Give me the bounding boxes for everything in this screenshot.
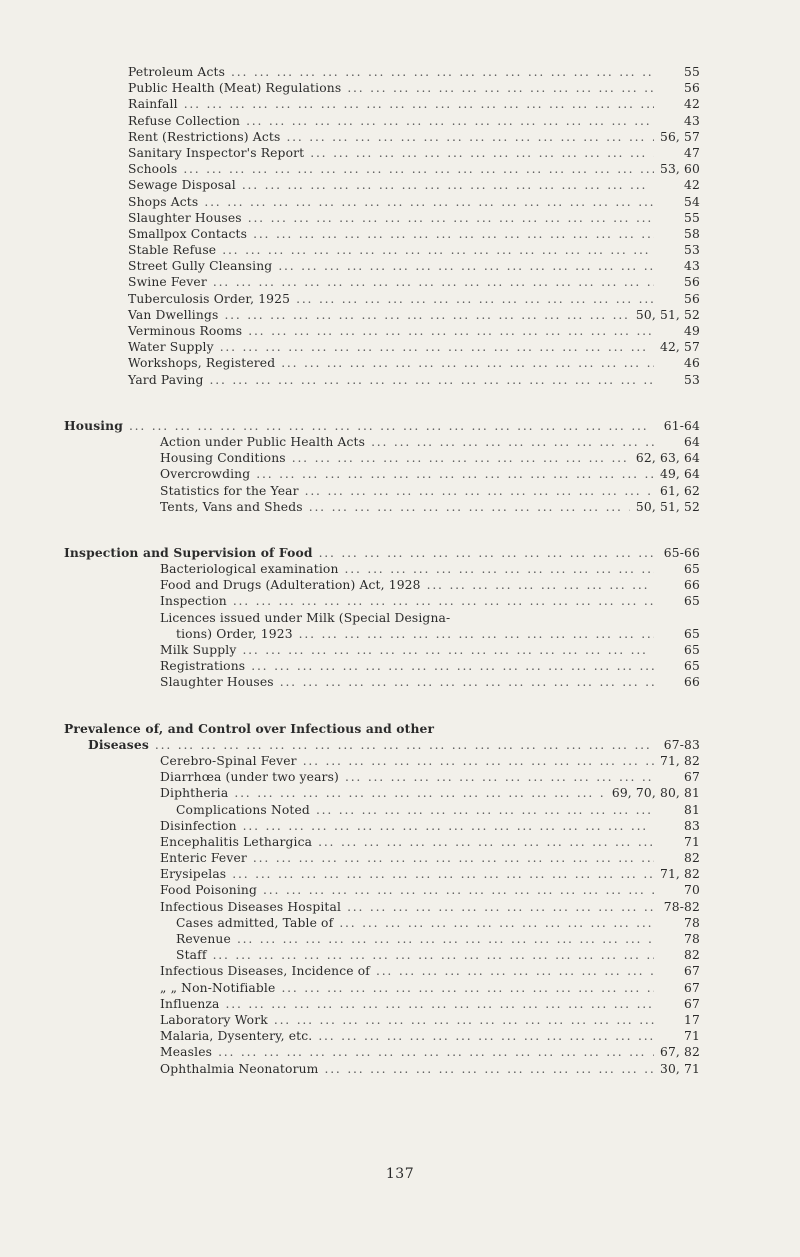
entry-label: Influenza <box>160 996 220 1011</box>
index-entry <box>128 434 700 450</box>
entry-label: Inspection <box>160 594 227 609</box>
entry-page: 56 <box>684 275 700 290</box>
entry-page: 56 <box>684 81 700 96</box>
index-entry <box>128 274 700 290</box>
heading-label: Prevalence of, and Control over Infectious and other <box>64 720 435 736</box>
entry-page: 43 <box>684 113 700 128</box>
entry-page: 81 <box>684 802 700 817</box>
entry-page: 65 <box>684 643 700 657</box>
index-entry <box>128 818 700 834</box>
entry-label: Bacteriological examination <box>160 562 339 577</box>
index-entry <box>128 834 700 850</box>
index-entry <box>128 372 700 388</box>
heading-label: Inspection and Supervision of Food <box>64 544 313 560</box>
index-entry <box>128 96 700 112</box>
entry-page: 42, 57 <box>659 340 700 355</box>
entry-label: Slaughter Houses <box>128 210 242 225</box>
index-entry <box>128 882 700 898</box>
entry-label: Sanitary Inspector's Report <box>128 145 305 160</box>
entry-page: 54 <box>684 194 700 209</box>
entry-label: Petroleum Acts <box>128 65 226 79</box>
entry-page: 50, 51, 52 <box>635 307 700 322</box>
entry-label: Smallpox Contacts <box>128 226 248 241</box>
index-entry <box>128 850 700 866</box>
entry-page: 67 <box>684 980 700 995</box>
entry-page: 70 <box>684 883 700 898</box>
entry-page: 49 <box>684 324 700 338</box>
index-entry <box>128 161 700 177</box>
entry-label: Complications Noted <box>176 802 310 817</box>
index-group-housing <box>128 434 700 515</box>
index-heading-diseases-line2 <box>88 736 700 753</box>
entry-page: 55 <box>684 210 700 225</box>
index-entry <box>128 1044 700 1060</box>
index-entry <box>128 769 700 785</box>
entry-page: 78 <box>684 932 700 946</box>
index-entry <box>128 947 700 963</box>
entry-label: tions) Order, 1923 <box>176 626 293 641</box>
entry-page: 67 <box>684 964 700 979</box>
index-entry <box>128 450 700 466</box>
entry-label: Tents, Vans and Sheds <box>160 499 303 514</box>
entry-label: Schools <box>128 162 178 177</box>
index-entry <box>128 466 700 482</box>
index-entry <box>128 899 700 915</box>
entry-page: 78 <box>684 915 700 930</box>
index-entry <box>128 674 700 690</box>
entry-page: 50, 51, 52 <box>635 499 700 514</box>
index-entry <box>128 1061 700 1077</box>
index-entry <box>128 561 700 577</box>
entry-label: Overcrowding <box>160 467 251 482</box>
entry-page: 65 <box>684 626 700 641</box>
index-entry <box>128 355 700 371</box>
entry-page: 83 <box>684 818 700 833</box>
index-entry-licences-line2 <box>128 626 700 642</box>
index-entry <box>128 129 700 145</box>
entry-page: 30, 71 <box>659 1061 700 1076</box>
heading-page: 65-66 <box>663 545 700 560</box>
index-entry <box>128 64 700 80</box>
index-entry <box>128 802 700 818</box>
entry-label: Van Dwellings <box>128 307 219 322</box>
entry-label: Public Health (Meat) Regulations <box>128 81 342 96</box>
entry-label: Yard Paving <box>128 372 204 387</box>
index-entry <box>128 593 700 609</box>
index-entry-licences-line1 <box>128 610 700 626</box>
entry-label: Statistics for the Year <box>160 483 299 498</box>
entry-label: Milk Supply <box>160 643 237 657</box>
entry-label: Licences issued under Milk (Special Designa- <box>160 610 451 625</box>
entry-page: 47 <box>684 145 700 160</box>
entry-label: Rent (Restrictions) Acts <box>128 129 281 144</box>
entry-label: Shops Acts <box>128 194 199 209</box>
entry-page: 65 <box>684 594 700 609</box>
entry-label: Workshops, Registered <box>128 356 276 371</box>
entry-label: Infectious Diseases Hospital <box>160 899 342 914</box>
entry-label: Cases admitted, Table of <box>176 915 334 930</box>
entry-label: Slaughter Houses <box>160 675 274 690</box>
entry-label: Tuberculosis Order, 1925 <box>128 291 291 306</box>
entry-page: 56 <box>684 291 700 306</box>
entry-label: Stable Refuse <box>128 243 217 258</box>
index-entry <box>128 1012 700 1028</box>
entry-page: 55 <box>684 65 700 79</box>
entry-label: Housing Conditions <box>160 451 286 466</box>
entry-page: 53 <box>684 243 700 258</box>
index-entry <box>128 242 700 258</box>
entry-page: 65 <box>684 659 700 674</box>
entry-label: Action under Public Health Acts <box>160 434 366 449</box>
entry-label: Food and Drugs (Adulteration) Act, 1928 <box>160 578 421 593</box>
index-entry <box>128 258 700 274</box>
index-entry <box>128 577 700 593</box>
index-entry <box>128 658 700 674</box>
index-entry <box>128 307 700 323</box>
entry-page: 71, 82 <box>659 753 700 768</box>
entry-label: Laboratory Work <box>160 1012 268 1027</box>
entry-label: Sewage Disposal <box>128 178 236 193</box>
entry-page: 61, 62 <box>659 483 700 498</box>
index-entry <box>128 113 700 129</box>
entry-page: 42 <box>684 97 700 112</box>
entry-page: 67 <box>684 770 700 785</box>
entry-label: Revenue <box>176 932 231 946</box>
entry-page: 66 <box>684 675 700 690</box>
index-entry <box>128 931 700 947</box>
entry-label: Infectious Diseases, Incidence of <box>160 964 370 979</box>
index-entry <box>128 753 700 769</box>
entry-label: Enteric Fever <box>160 851 247 866</box>
entry-page: 53 <box>684 372 700 387</box>
page-number: 137 <box>385 1166 415 1182</box>
index-entry <box>128 80 700 96</box>
entry-page: 71 <box>684 1029 700 1044</box>
index-entry <box>128 915 700 931</box>
entry-page: 67 <box>684 996 700 1011</box>
entry-page: 46 <box>684 356 700 371</box>
entry-page: 82 <box>684 851 700 866</box>
entry-page: 78-82 <box>663 899 700 914</box>
index-entry <box>128 339 700 355</box>
index-entry <box>128 483 700 499</box>
entry-label: Malaria, Dysentery, etc. <box>160 1029 313 1044</box>
entry-page: 49, 64 <box>659 467 700 482</box>
index-entry <box>128 291 700 307</box>
index-entry <box>128 963 700 979</box>
index-entry <box>128 145 700 161</box>
index-list <box>64 64 700 1077</box>
entry-label: Swine Fever <box>128 275 207 290</box>
entry-page: 64 <box>684 434 700 449</box>
entry-label: Diarrhœa (under two years) <box>160 770 339 785</box>
index-entry <box>128 866 700 882</box>
heading-label: Diseases <box>88 736 149 752</box>
entry-page: 58 <box>684 226 700 241</box>
index-entry <box>128 226 700 242</box>
entry-label: Street Gully Cleansing <box>128 259 273 274</box>
index-entry <box>128 323 700 339</box>
entry-label: Water Supply <box>128 340 214 355</box>
index-group-diseases <box>128 753 700 1077</box>
index-group-sanitation <box>128 64 700 388</box>
index-heading-food <box>64 544 700 561</box>
index-group-food-2 <box>128 642 700 691</box>
index-entry <box>128 642 700 658</box>
entry-page: 66 <box>684 578 700 593</box>
entry-label: „ „ Non-Notifiable <box>160 980 276 995</box>
entry-label: Registrations <box>160 659 246 674</box>
index-entry <box>128 210 700 226</box>
entry-label: Food Poisoning <box>160 883 258 898</box>
entry-page: 67, 82 <box>659 1045 700 1060</box>
entry-label: Cerebro-Spinal Fever <box>160 753 297 768</box>
index-entry <box>128 177 700 193</box>
entry-page: 17 <box>684 1012 700 1027</box>
entry-label: Refuse Collection <box>128 113 241 128</box>
index-entry <box>128 980 700 996</box>
index-entry <box>128 785 700 801</box>
index-entry <box>128 996 700 1012</box>
entry-label: Measles <box>160 1045 213 1060</box>
entry-page: 71, 82 <box>659 867 700 882</box>
entry-page: 53, 60 <box>659 162 700 177</box>
entry-label: Verminous Rooms <box>128 324 243 338</box>
entry-page: 42 <box>684 178 700 193</box>
entry-page: 71 <box>684 834 700 849</box>
heading-page: 67-83 <box>663 737 700 752</box>
index-entry <box>128 194 700 210</box>
entry-label: Staff <box>176 948 207 963</box>
index-heading-housing <box>64 417 700 434</box>
entry-page: 69, 70, 80, 81 <box>611 786 700 801</box>
entry-label: Diphtheria <box>160 786 229 801</box>
entry-page: 82 <box>684 948 700 963</box>
entry-page: 65 <box>684 562 700 577</box>
index-group-food <box>128 561 700 610</box>
entry-label: Encephalitis Lethargica <box>160 834 313 849</box>
entry-label: Erysipelas <box>160 867 227 882</box>
index-entry <box>128 499 700 515</box>
index-heading-diseases-line1 <box>64 720 700 737</box>
entry-page: 62, 63, 64 <box>635 451 700 466</box>
entry-label: Ophthalmia Neonatorum <box>160 1061 319 1076</box>
index-entry <box>128 1028 700 1044</box>
heading-label: Housing <box>64 417 123 433</box>
entry-label: Disinfection <box>160 818 237 833</box>
entry-page: 43 <box>684 259 700 274</box>
heading-page: 61-64 <box>663 418 700 433</box>
entry-page: 56, 57 <box>659 129 700 144</box>
entry-label: Rainfall <box>128 97 178 112</box>
